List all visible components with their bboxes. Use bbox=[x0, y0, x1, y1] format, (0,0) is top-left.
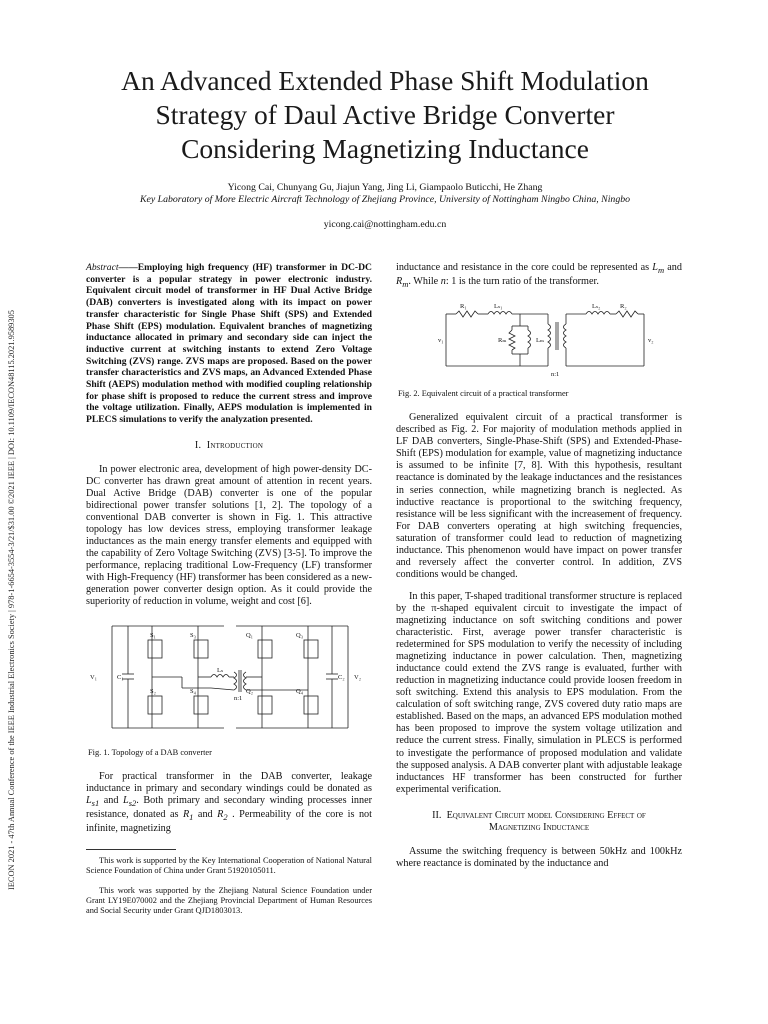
label-v1: v₁ bbox=[438, 337, 444, 345]
abstract-text: Employing high frequency (HF) transformer in DC-DC converter is a popular strategy in power electronic industry. Equivalent circuit model of transformer in HF Dual Active Bridge (DAB) converters is investigated along with its impact on power transfer characteristic for Single Phase Shift (SPS) and Extended Phase Shift (EPS) modulation. Equivalent branches of magnetizing inductance allocated in primary and secondary side can inject the inductive current at switching instants to extend Zero Voltage Switching (ZVS) range. ZVS maps are proposed. Based on the power transfer characteristics and ZVS maps, an Advanced Extended Phase Shift (AEPS) modulation method with modified coupling relationship for phase shift is proposed to reduce the current stress and improve the voltage utilization. Finally, AEPS modulation is implemented in PLECS simulations to verify the analyzation presented. bbox=[86, 262, 372, 426]
author-email[interactable]: yicong.cai@nottingham.edu.cn bbox=[323, 219, 447, 230]
label-lm: Lₘ bbox=[536, 337, 544, 345]
intro-paragraph-1: In power electronic area, development of high power-density DC-DC converter has drawn great amount of attention in recent years. Dual Active Bridge (DAB) converter is one of the popular bidirectional power transfer solutions [1, 2]. The topology of a conventional DAB converter is shown in Fig. 1. This attractive topology has low devices stress, employing transformer leakage inductances as the main energy transfer elements and equipped with the capability of Zero Voltage Switching (ZVS) [3-5]. To improve the performance, replacing traditional Low-Frequency (LF) transformer with High-Frequency (HF) transformer has been considered as a new-generation power converter design option. As it could provide the superiority of reduction in volume, weight and cost [6]. bbox=[86, 463, 372, 608]
figure-1-caption: Fig. 1. Topology of a DAB converter bbox=[88, 747, 212, 757]
label-s2: S₂ bbox=[150, 688, 156, 696]
author-block bbox=[90, 182, 680, 231]
intro-paragraph-2: For practical transformer in the DAB converter, leakage inductance in primary and secondary windings could be donated as $L_{s1}$ and $L_{s2}$. Both primary and secondary winding processes inner resistance, donated as $R_1$ and $R_2$ . Permeability of the core is not infinite, magnetizing bbox=[86, 770, 372, 834]
label-q4: Q₄ bbox=[296, 688, 303, 696]
label-s1: S₁ bbox=[150, 632, 156, 640]
label-ls: Lₛ bbox=[217, 667, 224, 675]
equivalent-circuit-diagram bbox=[396, 300, 682, 378]
label-s3: S₃ bbox=[190, 632, 196, 640]
abstract bbox=[86, 262, 372, 426]
dab-topology-diagram bbox=[86, 618, 372, 736]
continuation-paragraph: inductance and resistance in the core could be represented as $L_m$ and $R_m$. While n: 1 is the turn ratio of the transformer. bbox=[396, 262, 682, 290]
label-q1: Q₁ bbox=[246, 632, 253, 640]
label-q2: Q₂ bbox=[246, 688, 253, 696]
label-ls2: Lₛ₂ bbox=[592, 303, 601, 311]
paper-title: An Advanced Extended Phase Shift Modulation Strategy of Daul Active Bridge Converter Considering Magnetizing Inductance bbox=[121, 65, 649, 164]
label-v2: v₂ bbox=[648, 337, 654, 345]
paragraph-this-paper: In this paper, T-shaped traditional transformer structure is replaced by the π-shaped equivalent circuit to investigate the impact of magnetizing inductance on soft switching conditions and power characteristic. First, average power transfer characteristic is redetermined for SPS modulation to verify the necessity of including magnetizing inductance in power calculation. Then, magnetizing inductance could extend the ZVS range is evaluated, further with reduction in magnetizing inductance could provide loosen freedom in soft switching. Extend this analysis to EPS modulation. From the calculation of soft switching range, ZVS covered duty ratio maps are established. Based on the maps, an advanced EPS modulation mothed has been proposed to improve the system voltage utilization and reduce the current stress. Finally, simulation in PLECS is performed to investigate the performance of proposed modulation and validate the supposed analysis. A DAB converter plant with adjustable leakage inductances HF transformer has been constructed for further experimental verification. bbox=[396, 590, 682, 795]
label-v1: V₁ bbox=[90, 674, 97, 682]
publication-side-note: IECON 2021 - 47th Annual Conference of the IEEE Industrial Electronics Society | 978-1-6654-3554-3/21/$31.00 ©2021 IEEE | DOI: 10.1109/IECON48115.2021.9589305 bbox=[7, 310, 16, 890]
label-r1: R₁ bbox=[460, 303, 467, 311]
footnote-funding-2: This work was supported by the Zhejiang Natural Science Foundation under Grant LY19E070002 and the Zhejiang Provincial Department of Human Resources and Social Security under Grant QJD1803013. bbox=[86, 885, 372, 915]
section-heading-equivalent-circuit: II. Equivalent Circuit model Considering Effect of Magnetizing Inductance bbox=[432, 809, 646, 833]
footnote-funding-1: This work is supported by the Key International Cooperation of National Natural Science Foundation of China under Grant 51920105011. bbox=[86, 855, 372, 875]
footnote-divider bbox=[86, 849, 176, 850]
affiliation: Key Laboratory of More Electric Aircraft Technology of Zhejiang Province, University of Nottingham Ningbo China, Ningbo bbox=[139, 194, 631, 205]
paragraph-equivalent-circuit: Generalized equivalent circuit of a practical transformer is described as Fig. 2. For majority of modulation methods applied in LF DAB converters, Single-Phase-Shift (SPS) and Extended-Phase-Shift (EPS) modulation for example, value of magnetizing inductance is assumed to be infinite [7, 8]. With this hypothesis, resultant reactance is dominated by the leakage inductances and the resistances in series connection, while magnetizing branch is neglected. As inductive reactance is proportional to the switching frequency, resistance will be less significant with the increasement of frequency. For DAB converters operating at high switching frequencies, saturation of transformer could lead to reduction of magnetizing inductance. This phenomenon would have impact on power transfer and reversely affect the converter control. In addition, ZVS conditions would be changed. bbox=[396, 412, 682, 580]
left-column bbox=[86, 262, 372, 926]
label-turns-ratio: n:1 bbox=[551, 371, 560, 379]
label-ls1: Lₛ₁ bbox=[494, 303, 503, 311]
label-rm: Rₘ bbox=[498, 337, 507, 345]
author-list: Yicong Cai, Chunyang Gu, Jiajun Yang, Jing Li, Giampaolo Buticchi, He Zhang bbox=[227, 182, 543, 193]
figure-1-dab-topology bbox=[86, 618, 372, 740]
label-c2: C₂ bbox=[338, 674, 345, 682]
right-column bbox=[396, 262, 682, 880]
abstract-dash: —— bbox=[118, 262, 138, 273]
label-v2: V₂ bbox=[354, 674, 361, 682]
section-heading-introduction: I. Introduction bbox=[194, 439, 264, 451]
label-c1: C₁ bbox=[117, 674, 124, 682]
label-turns-ratio: n:1 bbox=[234, 695, 243, 703]
paragraph-switching-frequency: Assume the switching frequency is between 50kHz and 100kHz where reactance is dominated by the inductance and bbox=[396, 845, 682, 869]
label-r2: R₂ bbox=[620, 303, 627, 311]
label-s4: S₄ bbox=[190, 688, 196, 696]
figure-2-caption: Fig. 2. Equivalent circuit of a practical transformer bbox=[398, 389, 569, 399]
abstract-label: Abstract bbox=[86, 262, 119, 273]
label-q3: Q₃ bbox=[296, 632, 303, 640]
figure-2-equivalent-circuit bbox=[396, 300, 682, 382]
